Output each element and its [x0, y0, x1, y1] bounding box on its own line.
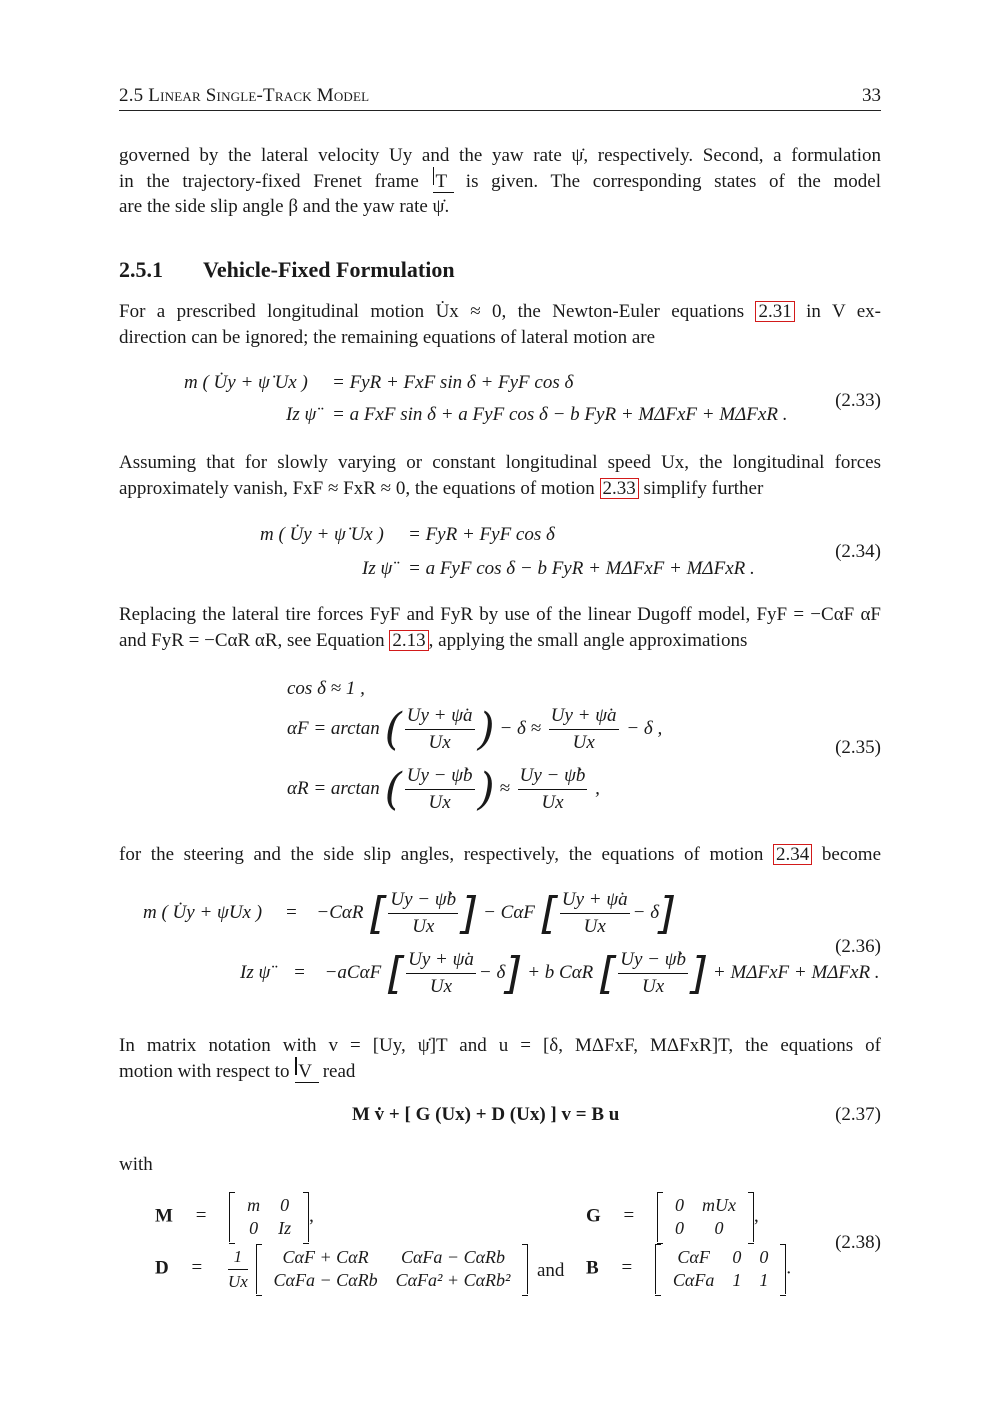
- equation-number: (2.34): [835, 541, 881, 562]
- text-line: in the trajectory-fixed Frenet frame T is given. The corresponding states of the model: [119, 169, 881, 195]
- paragraph-matrix-notation: [119, 1033, 881, 1084]
- text-line: for the steering and the side slip angles, respectively, the equations of motion 2.34 become: [119, 844, 881, 865]
- equation-reference-link[interactable]: 2.13: [389, 630, 428, 651]
- equation-2-37: [352, 1104, 619, 1126]
- text-line: motion with respect to V read: [119, 1059, 881, 1085]
- paragraph-assumption: [119, 450, 881, 501]
- equation-lhs: Iz ψ̈: [362, 558, 393, 579]
- running-head: [119, 84, 881, 111]
- text-line: are the side slip angle β and the yaw rate ψ̇.: [119, 196, 450, 217]
- equation-rhs: = FyR + FxF sin δ + FyF cos δ: [332, 372, 574, 393]
- page-number: 33: [862, 85, 881, 106]
- section-heading: [119, 257, 455, 283]
- paragraph-with: [119, 1152, 881, 1178]
- frame-symbol-icon: V: [294, 1059, 318, 1085]
- equation-row: αF = arctan ( $\frac{Uy + \psi̇a}{Ux}$ ) − δ ≈ $\frac{Uy + \psi̇a}{Ux}$ − δ ,: [287, 704, 663, 755]
- text-line: Replacing the lateral tire forces FyF and FyR by use of the linear Dugoff model, FyF = −CαF αF: [119, 604, 881, 625]
- text-line: In matrix notation with v = [Uy, ψ̇]T and u = [δ, MΔFxF, MΔFxR]T, the equations of: [119, 1035, 881, 1056]
- chapter-title: 2.5 Linear Single-Track Model: [119, 85, 370, 106]
- matrix-G: G = 0 mUx 0 0 ,: [586, 1192, 759, 1242]
- equation-number: (2.38): [835, 1232, 881, 1253]
- frame-symbol-icon: T: [432, 169, 454, 195]
- equation-rhs: = a FxF sin δ + a FyF cos δ − b FyR + MΔFxF + MΔFxR .: [332, 404, 788, 425]
- equation-row: Iz ψ̈ = −aCαF [ $\frac{Uy + \psi̇a}{Ux}$ − δ] + b CαR [ $\frac{Uy - \psi̇b}{Ux}$ ] + MΔFxF + MΔFxR .: [240, 948, 880, 999]
- text-line: approximately vanish, FxF ≈ FxR ≈ 0, the equations of motion 2.33 simplify further: [119, 477, 764, 499]
- text-line: and FyR = −CαR αR, see Equation 2.13 , applying the small angle approximations: [119, 629, 748, 651]
- equation-reference-link[interactable]: 2.33: [600, 478, 639, 499]
- matrix-M: M = m 0 0 Iz ,: [155, 1192, 314, 1242]
- paragraph-dugoff: [119, 602, 881, 653]
- equation-rhs: = a FyF cos δ − b FyR + MΔFxF + MΔFxR .: [408, 558, 755, 579]
- equation-row: αR = arctan ( $\frac{Uy - \psi̇b}{Ux}$ ) ≈ $\frac{Uy - \psi̇b}{Ux}$ ,: [287, 764, 600, 815]
- text-line: governed by the lateral velocity Uy and the yaw rate ψ̇, respectively. Second, a formulation: [119, 145, 881, 166]
- matrix-D: D = $\frac{1}{Ux}$ CαF + CαR CαFa − CαRb CαFa − CαRb CαFa² + CαRb²: [155, 1244, 528, 1294]
- equation-number: (2.36): [835, 936, 881, 957]
- equation-number: (2.37): [835, 1104, 881, 1125]
- equation-row: m ( U̇y + ψ̇Ux ) = −CαR [ $\frac{Uy - \psi̇b}{Ux}$ ] − CαF [ $\frac{Uy + \psi̇a}{Ux}$ − δ]: [143, 888, 677, 939]
- text-line: with: [119, 1154, 153, 1175]
- equation-reference-link[interactable]: 2.34: [773, 844, 812, 865]
- text-line: direction can be ignored; the remaining equations of lateral motion are: [119, 326, 656, 348]
- section-number: 2.5.1: [119, 257, 163, 282]
- equation-row: M v̇ + [ G (Ux) + D (Ux) ] v = B u: [352, 1104, 620, 1125]
- equation-lhs: Iz ψ̈: [286, 404, 317, 425]
- equation-lhs: m ( U̇y + ψ̇ Ux ): [260, 524, 384, 545]
- and-text: and: [537, 1260, 565, 1281]
- equation-rhs: = FyR + FyF cos δ: [408, 524, 555, 545]
- paragraph-steering: [119, 842, 881, 868]
- equation-reference-link[interactable]: 2.31: [755, 301, 794, 322]
- equation-lhs: m ( U̇y + ψ̇ Ux ): [184, 372, 308, 393]
- text-line: Assuming that for slowly varying or constant longitudinal speed Ux, the longitudinal forces: [119, 452, 881, 473]
- intro-paragraph: [119, 143, 881, 220]
- text-line: For a prescribed longitudinal motion U̇x ≈ 0, the Newton-Euler equations 2.31 in V ex-: [119, 301, 881, 322]
- equation-number: (2.33): [835, 390, 881, 411]
- paragraph-newton-euler: [119, 299, 881, 350]
- equation-number: (2.35): [835, 737, 881, 758]
- matrix-B: B = CαF 0 0 CαFa 1 1 .: [586, 1244, 791, 1294]
- equation-row: cos δ ≈ 1 ,: [287, 678, 365, 699]
- section-title: Vehicle-Fixed Formulation: [203, 257, 455, 282]
